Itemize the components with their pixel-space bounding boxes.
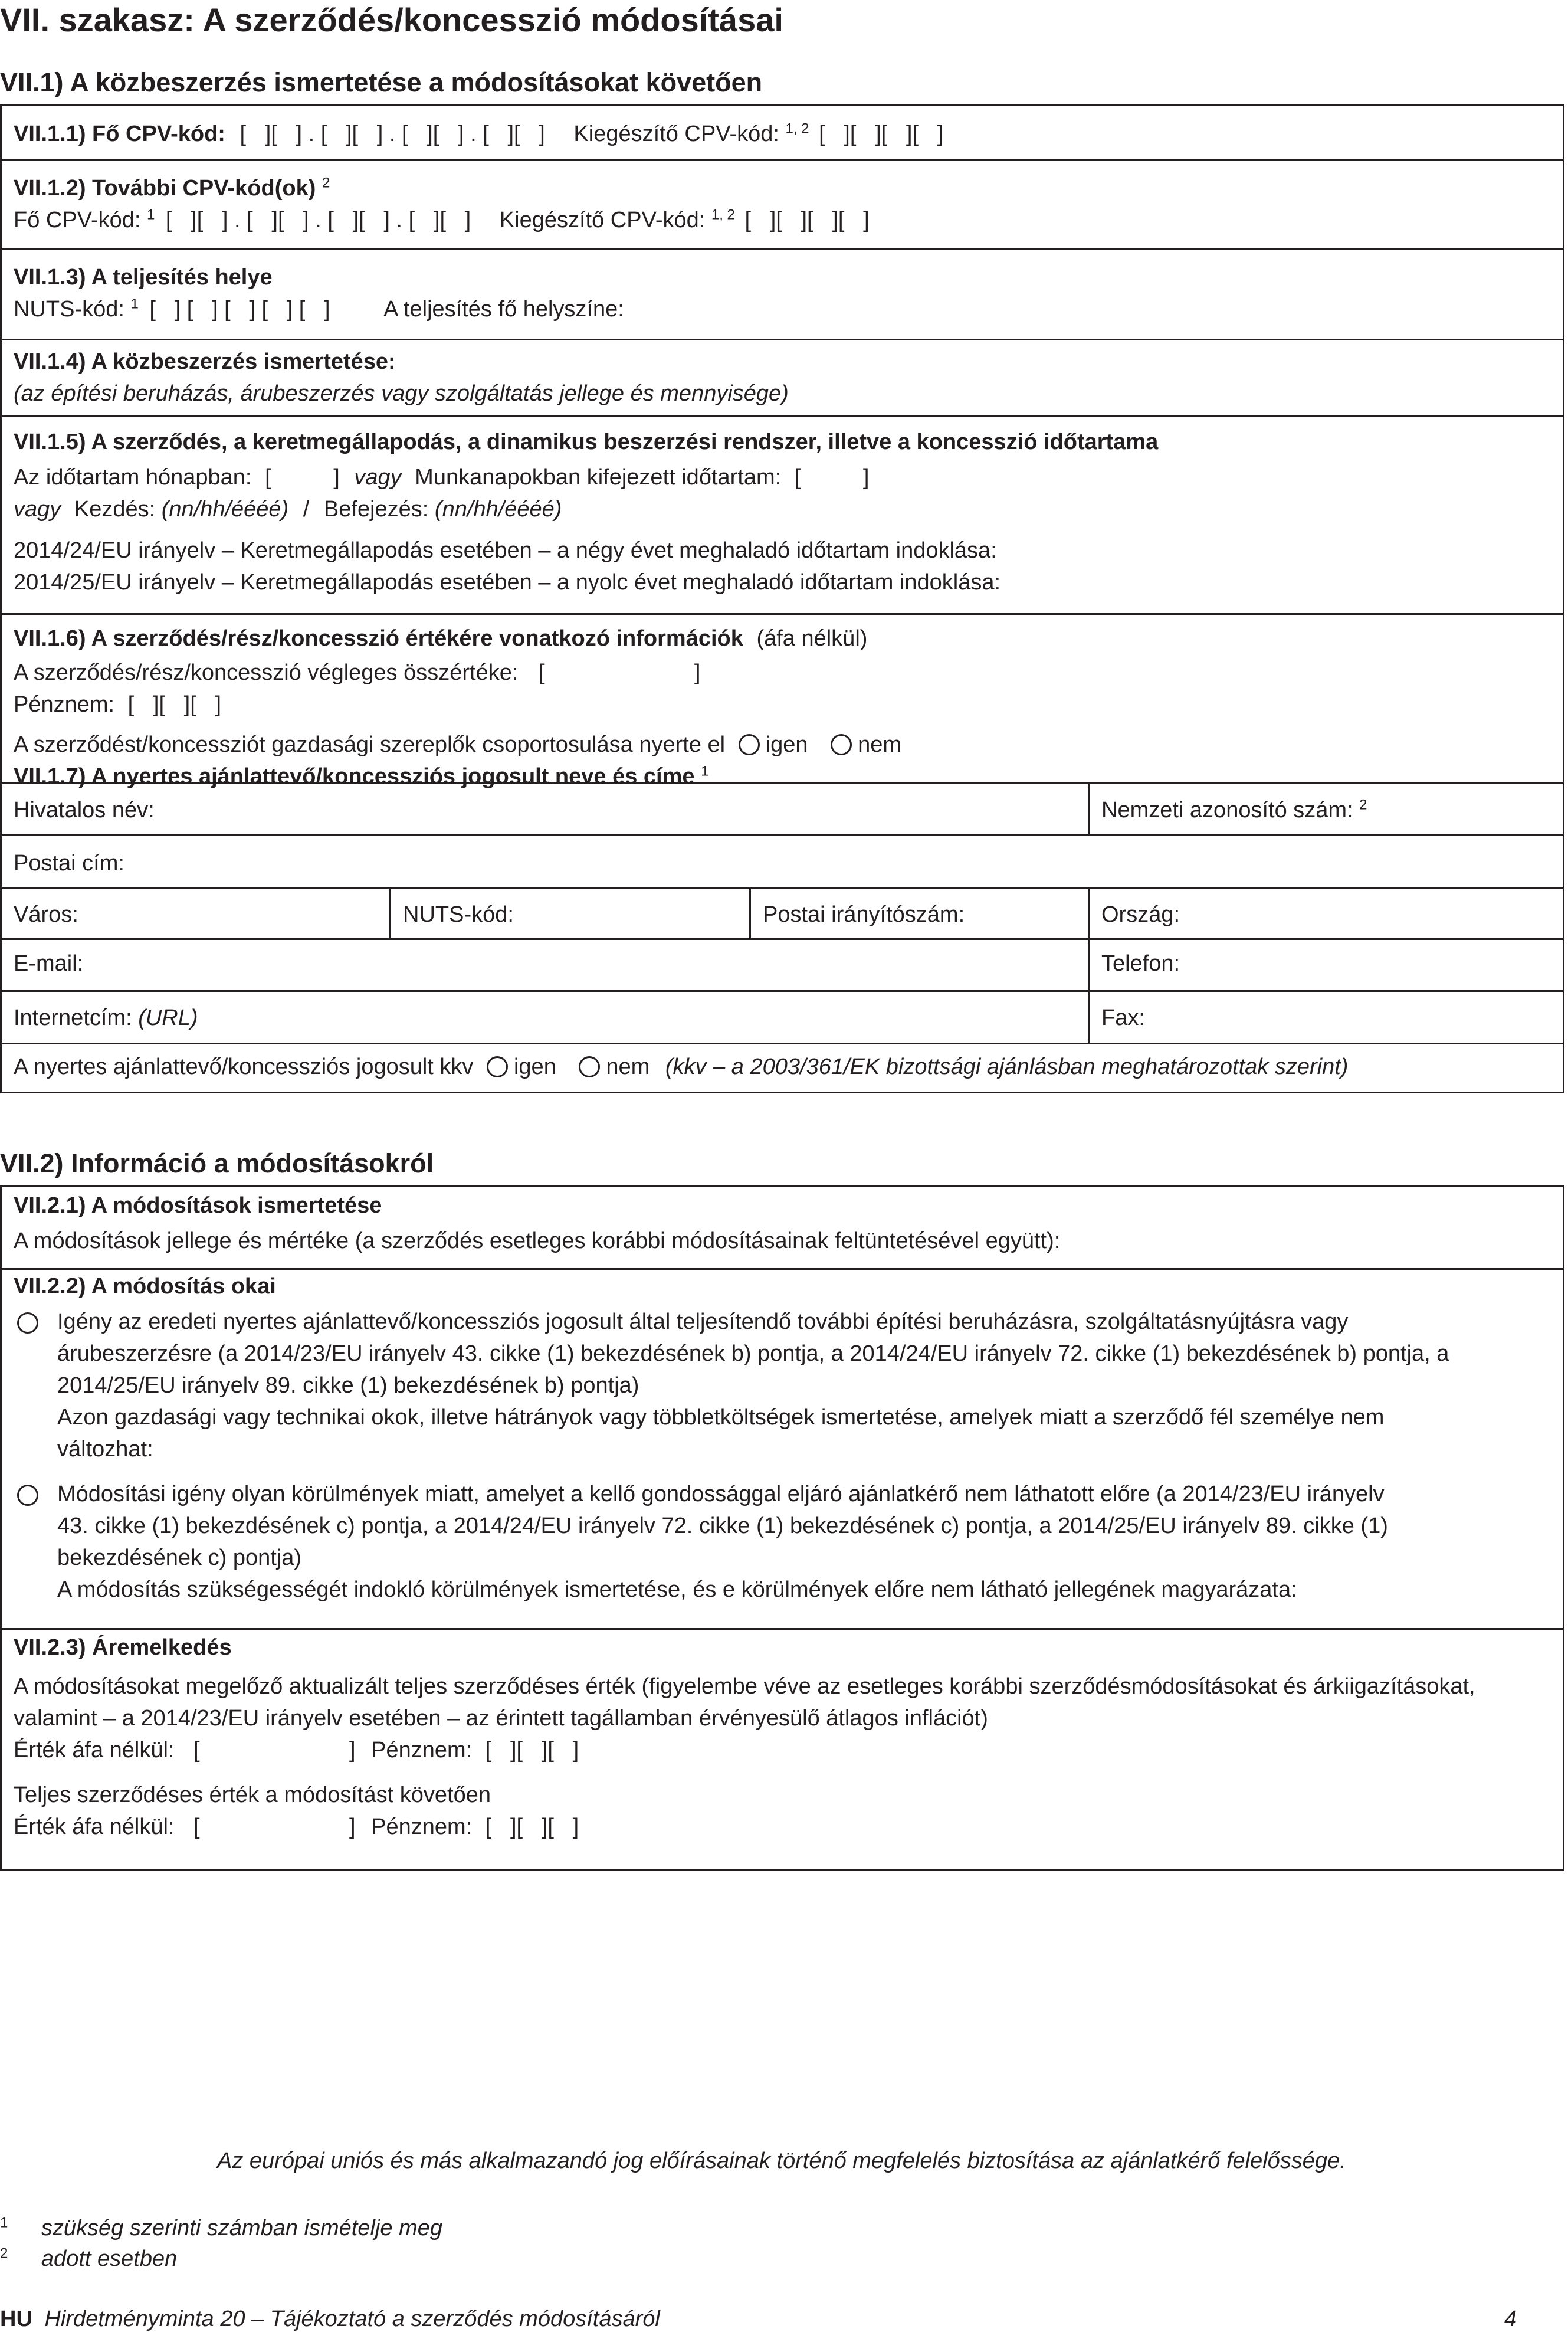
responsibility-note: Az európai uniós és más alkalmazandó jog előírásainak történő megfelelés biztosítása az ajánlatkérő felelőssége. (217, 2148, 1346, 2173)
working-days-label: Munkanapokban kifejezett időtartam: (415, 464, 782, 490)
section-heading-vii-1: VII.1) A közbeszerzés ismertetése a módosításokat követően (0, 67, 763, 97)
group-award-no-radio[interactable] (831, 734, 852, 755)
reason-option-1-radio[interactable] (17, 1312, 38, 1334)
reason-option-1-explanation: Azon gazdasági vagy technikai okok, illetve hátrányok vagy többletköltségek ismertetése, amelyek miatt a szerződő fél személye nem (57, 1404, 1385, 1430)
currency-label: Pénznem: (14, 692, 115, 717)
description-note: (az építési beruházás, árubeszerzés vagy szolgáltatás jellege és mennyisége) (14, 381, 789, 406)
nuts-field[interactable] (389, 889, 749, 938)
sme-yes-radio[interactable] (487, 1056, 508, 1077)
reason-option-2-text: Módosítási igény olyan körülmények miatt, amelyet a kellő gondossággal eljáró ajánlatkérő nem láthatott előre (a 2014/23/EU irányelv (57, 1481, 1385, 1506)
city-field[interactable] (2, 889, 389, 938)
currency-before-field[interactable]: [ ][ ][ ] (485, 1737, 579, 1763)
winner-label: VII.1.7) A nyertes ajánlattevő/koncessziós jogosult neve és címe (14, 764, 695, 789)
working-days-field[interactable]: [ ] (794, 464, 870, 490)
group-award-yes-radio[interactable] (739, 734, 760, 755)
postal-address-label: Postai cím: (14, 851, 124, 876)
currency-field[interactable]: [ ][ ][ ] (127, 692, 222, 717)
reason-option-2-explanation: A módosítás szükségességét indokló körülmények ismertetése, és e körülmények előre nem látható jellegének magyarázata: (57, 1577, 1297, 1602)
row-postal (2, 836, 1563, 889)
no-label: nem (858, 732, 901, 757)
value-after-label: Teljes szerződéses érték a módosítást követően (14, 1782, 491, 1807)
reason-option-2-text: bekezdésének c) pontja) (57, 1545, 302, 1570)
separator: / (303, 496, 310, 522)
price-increase-text: A módosításokat megelőző aktualizált teljes szerződéses érték (figyelembe véve az esetleges korábbi szerződésmódosításokat és árkiigazításokat, (14, 1673, 1475, 1699)
yes-label: igen (765, 732, 808, 757)
fax-field[interactable] (1088, 992, 1563, 1043)
modifications-description-text: A módosítások jellege és mértéke (a szerződés esetleges korábbi módosításainak feltüntetésével együtt): (14, 1228, 1061, 1253)
footnote-mark: 1 (130, 296, 139, 312)
footnote-1-text: szükség szerinti számban ismételje meg (41, 2216, 442, 2241)
value-label: Érték áfa nélkül: (14, 1737, 175, 1763)
footnote-mark: 1, 2 (785, 120, 809, 137)
form-name: Hirdetményminta 20 – Tájékoztató a szerződés módosításáról (44, 2307, 660, 2331)
official-name-field[interactable] (2, 784, 1088, 834)
sme-no-radio[interactable] (579, 1056, 600, 1077)
page-number: 4 (1504, 2307, 1517, 2331)
phone-field[interactable] (1088, 940, 1563, 990)
row-price-increase (2, 1630, 1563, 1869)
footnote-2-text: adott esetben (41, 2246, 178, 2271)
reason-option-2-radio[interactable] (17, 1485, 38, 1506)
value-info-label: VII.1.6) A szerződés/rész/koncesszió értékére vonatkozó információk (14, 626, 743, 651)
page-footer (0, 2304, 660, 2336)
supplementary-cpv-code-field[interactable]: [ ][ ][ ][ ] (744, 207, 870, 232)
page-title: VII. szakasz: A szerződés/koncesszió módosításai (0, 1, 783, 38)
or-label: vagy (354, 464, 402, 490)
main-cpv-code-field[interactable]: [ ][ ] . [ ][ ] . [ ][ ] . [ ][ ] (240, 122, 545, 146)
nuts-code-field[interactable]: [ ] [ ] [ ] [ ] [ ] (149, 296, 330, 322)
place-of-performance-label: VII.1.3) A teljesítés helye (14, 265, 273, 290)
value-after-field[interactable]: [ ] (193, 1814, 356, 1839)
footnote-mark: 1, 2 (711, 207, 735, 223)
additional-cpv-label: VII.1.2) További CPV-kód(ok) (14, 176, 316, 201)
end-label: Befejezés: (323, 496, 429, 522)
web-label: Internetcím: (14, 1005, 132, 1030)
months-field[interactable]: [ ] (265, 464, 340, 490)
main-site-label: A teljesítés fő helyszíne: (383, 296, 624, 322)
email-field[interactable] (2, 940, 1088, 990)
months-label: Az időtartam hónapban: (14, 464, 252, 490)
reason-option-2-text: 43. cikke (1) bekezdésének c) pontja, a 2014/24/EU irányelv 72. cikke (1) bekezdésének c) pontja, a 2014/25/EU irányelv 89. cikke (1) (57, 1513, 1388, 1538)
value-label: Érték áfa nélkül: (14, 1814, 175, 1839)
supplementary-cpv-label: Kiegészítő CPV-kód: (499, 207, 706, 232)
national-id-label: Nemzeti azonosító szám: (1101, 798, 1353, 823)
no-label: nem (606, 1054, 650, 1079)
nuts-label: NUTS-kód: (403, 902, 514, 927)
footnote-mark: 2 (1359, 797, 1367, 813)
section-vii-1-box (0, 104, 1564, 1093)
price-increase-label: VII.2.3) Áremelkedés (14, 1635, 232, 1660)
footnote-1 (0, 2213, 442, 2245)
row-main-cpv (2, 106, 1563, 161)
reason-option-1 (14, 1306, 1551, 1466)
sme-label: A nyertes ajánlattevő/koncessziós jogosult kkv (14, 1054, 474, 1079)
language-code: HU (0, 2307, 32, 2331)
modifications-description-label: VII.2.1) A módosítások ismertetése (14, 1193, 382, 1218)
main-cpv-label: Fő CPV-kód: (14, 207, 141, 232)
footnote-mark: 1 (0, 2215, 8, 2231)
national-id-field[interactable] (1088, 784, 1563, 834)
or-label: vagy (14, 496, 61, 522)
value-before-field[interactable]: [ ] (193, 1737, 356, 1763)
description-label: VII.1.4) A közbeszerzés ismertetése: (14, 349, 396, 374)
row-duration (2, 417, 1563, 615)
currency-label: Pénznem: (371, 1814, 473, 1839)
justification-8-years: 2014/25/EU irányelv – Keretmegállapodás esetében – a nyolc évet meghaladó időtartam indoklása: (14, 569, 1001, 595)
currency-after-field[interactable]: [ ][ ][ ] (485, 1814, 579, 1839)
phone-label: Telefon: (1101, 951, 1180, 976)
total-value-label: A szerződés/rész/koncesszió végleges összértéke: (14, 660, 519, 685)
row-place-of-performance (2, 250, 1563, 340)
official-name-label: Hivatalos név: (14, 798, 155, 823)
row-web (2, 992, 1563, 1044)
email-label: E-mail: (14, 951, 84, 976)
reason-option-1-text: 2014/25/EU irányelv 89. cikke (1) bekezdésének b) pontja) (57, 1373, 639, 1398)
row-email (2, 940, 1563, 992)
footnote-mark: 2 (0, 2245, 8, 2262)
duration-label: VII.1.5) A szerződés, a keretmegállapodás, a dinamikus beszerzési rendszer, illetve a koncesszió időtartama (14, 430, 1159, 454)
row-city (2, 889, 1563, 940)
supplementary-cpv-code-field[interactable]: [ ][ ][ ][ ] (819, 122, 944, 146)
row-value (2, 615, 1563, 789)
sme-note: (kkv – a 2003/361/EK bizottsági ajánlásban meghatározottak szerint) (665, 1054, 1349, 1079)
footnote-mark: 2 (322, 175, 330, 191)
footnote-2 (0, 2243, 177, 2275)
main-cpv-label: VII.1.1) Fő CPV-kód: (14, 122, 225, 146)
modification-reasons-label: VII.2.2) A módosítás okai (14, 1274, 276, 1299)
row-additional-cpv (2, 161, 1563, 250)
reason-option-1-explanation: változhat: (57, 1436, 153, 1462)
row-sme (2, 1044, 1563, 1092)
nuts-label: NUTS-kód: (14, 296, 124, 322)
fax-label: Fax: (1101, 1005, 1145, 1030)
reason-option-2 (14, 1479, 1551, 1606)
row-description (2, 340, 1563, 417)
value-info-note: (áfa nélkül) (756, 626, 868, 651)
supplementary-cpv-label: Kiegészítő CPV-kód: (573, 122, 779, 146)
currency-label: Pénznem: (371, 1737, 473, 1763)
postal-code-field[interactable] (749, 889, 1088, 938)
footnote-mark: 1 (146, 207, 155, 223)
country-field[interactable] (1088, 889, 1563, 938)
city-label: Város: (14, 902, 78, 927)
justification-4-years: 2014/24/EU irányelv – Keretmegállapodás esetében – a négy évet meghaladó időtartam indoklása: (14, 538, 997, 563)
start-label: Kezdés: (74, 496, 156, 522)
row-name (2, 784, 1563, 836)
main-cpv-code-field[interactable]: [ ][ ] . [ ][ ] . [ ][ ] . [ ][ ] (165, 207, 471, 232)
total-value-field[interactable]: [ ] (538, 660, 701, 685)
group-award-label: A szerződést/koncessziót gazdasági szereplők csoportosulása nyerte el (14, 732, 726, 757)
row-modifications-description (2, 1187, 1563, 1270)
web-field[interactable] (2, 992, 1088, 1043)
start-date-field[interactable]: (nn/hh/éééé) (161, 496, 289, 522)
section-vii-2-box (0, 1185, 1564, 1871)
section-heading-vii-2: VII.2) Információ a módosításokról (0, 1148, 434, 1178)
country-label: Ország: (1101, 902, 1180, 927)
row-modification-reasons (2, 1270, 1563, 1630)
yes-label: igen (513, 1054, 556, 1079)
reason-option-1-text: Igény az eredeti nyertes ajánlattevő/koncessziós jogosult által teljesítendő további építési beruházásra, szolgáltatásnyújtásra vagy (57, 1309, 1349, 1334)
web-note: (URL) (138, 1005, 198, 1030)
reason-option-1-text: árubeszerzésre (a 2014/23/EU irányelv 43. cikke (1) bekezdésének b) pontja, a 2014/24/EU irányelv 72. cikke (1) bekezdésének b) pontja, a (57, 1341, 1449, 1366)
price-increase-text: valamint – a 2014/23/EU irányelv esetében – az érintett tagállamban érvényesülő átlagos inflációt) (14, 1705, 988, 1731)
postal-code-label: Postai irányítószám: (763, 902, 965, 927)
footnote-mark: 1 (701, 763, 709, 779)
postal-address-field[interactable] (2, 836, 1563, 887)
end-date-field[interactable]: (nn/hh/éééé) (434, 496, 562, 522)
